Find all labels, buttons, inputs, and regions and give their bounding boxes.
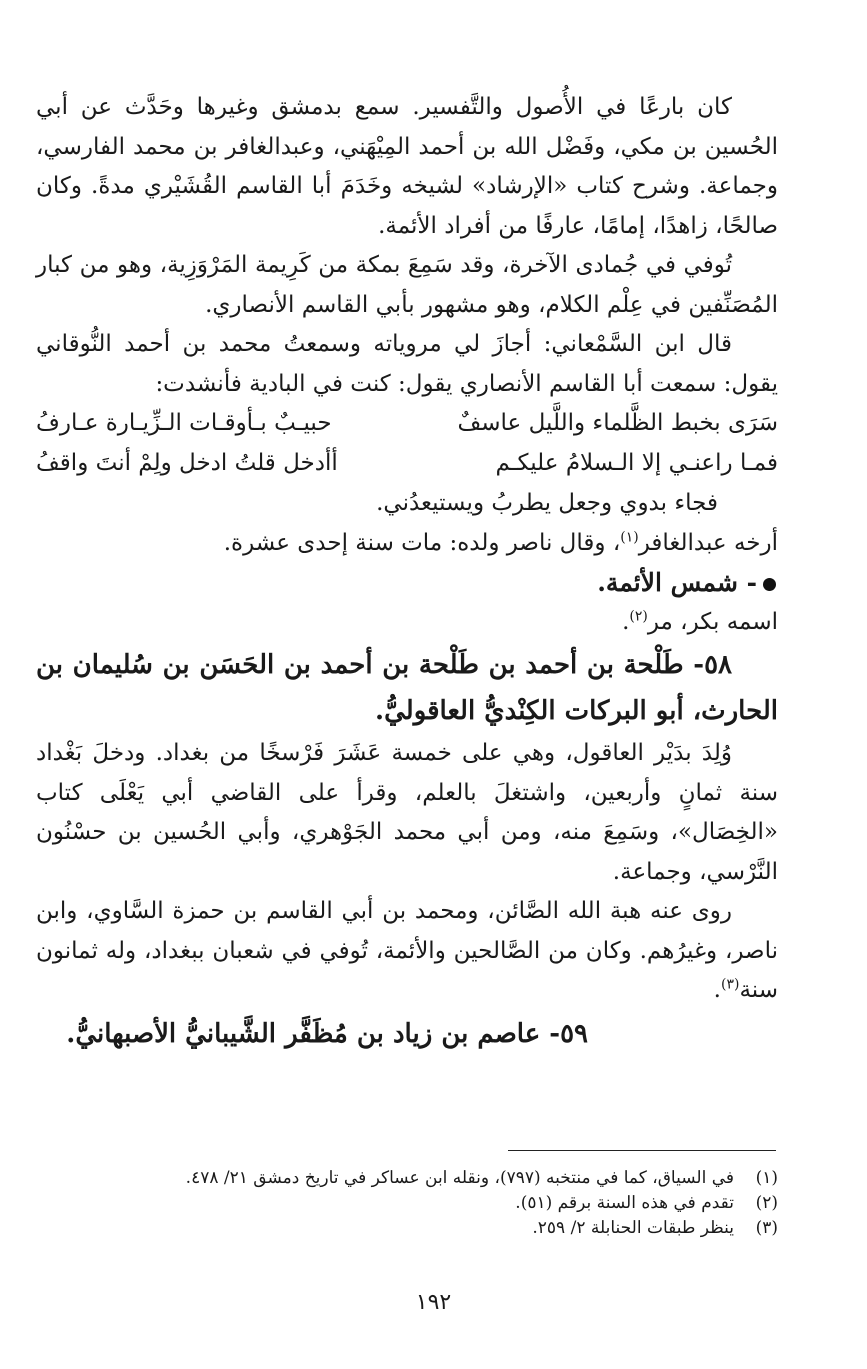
page-number: ١٩٢	[415, 1290, 452, 1315]
footnote-1-text: في السياق، كما في منتخبه (٧٩٧)، ونقله ابن عساكر في تاريخ دمشق ٢١/ ٤٧٨.	[185, 1168, 734, 1188]
poem-verse-2	[36, 444, 778, 484]
death-note	[36, 524, 778, 564]
paragraph-3: قال ابن السَّمْعاني: أجازَ لي مروياته وسمعتُ محمد بن أحمد النُّوقاني يقول: سمعت أبا القاسم الأنصاري يقول: كنت في البادية فأنشدت:	[36, 331, 778, 397]
section-body-end: .	[622, 608, 630, 635]
section-heading	[36, 563, 778, 603]
verse-2-second-hemistich: أأدخل قلتُ ادخل ولِمْ أنتَ واقفُ	[36, 450, 338, 476]
footnote-1-number: (١)	[755, 1168, 778, 1188]
entry-58-paragraph-2	[36, 892, 778, 1011]
footnote-3	[80, 1216, 778, 1241]
footnote-ref-2: (٢)	[629, 607, 648, 624]
verse-2-first-hemistich: فمـا راعنـي إلا الـسلامُ عليكـم	[495, 450, 778, 476]
footnote-ref-1: (١)	[620, 528, 639, 545]
verse-1-first-hemistich: سَرَى بخبط الظَّلماء واللَّيل عاسفٌ	[457, 410, 778, 436]
footnote-3-number: (٣)	[755, 1218, 778, 1238]
entry-58-paragraph-2-end: .	[713, 977, 721, 1003]
section-title: - شمس الأئمة.	[597, 568, 757, 597]
bullet-dot-icon	[763, 578, 776, 591]
footnote-2-number: (٢)	[755, 1193, 778, 1213]
entry-59-heading: ٥٩- عاصم بن زياد بن مُظَفَّر الشَّيبانيُّ الأصبهانيُّ.	[66, 1018, 588, 1049]
section-body-text: اسمه بكر، مر	[647, 608, 778, 635]
verse-1-second-hemistich: حبيـبٌ بـأوقـات الـزِّيـارة عـارفُ	[36, 410, 332, 436]
entry-58-paragraph-1: وُلِدَ بدَيْر العاقول، وهي على خمسة عَشَرَ فَرْسخًا من بغداد. ودخلَ بَغْداد سنة ثمانٍ وأربعين، واشتغلَ بالعلم، وقرأ على القاضي أبي يَعْلَى كتاب «الخِصَال»، وسَمِعَ منه، ومن أبي محمد الجَوْهري، وأبي الحُسين بن حسْنُون النَّرْسي، وجماعة.	[36, 740, 778, 885]
poem	[36, 404, 778, 524]
footnote-ref-3: (٣)	[720, 976, 740, 993]
footnote-2-text: تقدم في هذه السنة برقم (٥١).	[515, 1193, 734, 1213]
section-body	[36, 603, 778, 643]
poem-verse-1	[36, 404, 778, 444]
paragraph-2: تُوفي في جُمادى الآخرة، وقد سَمِعَ بمكة من كَرِيمة المَرْوَزِية، وهو من كبار المُصَنِّفين في عِلْم الكلام، وهو مشهور بأبي القاسم الأنصاري.	[36, 252, 778, 318]
footnote-divider	[508, 1150, 776, 1151]
death-note-text-end: ، وقال ناصر ولده: مات سنة إحدى عشرة.	[223, 529, 621, 556]
footnote-1	[80, 1166, 778, 1191]
poem-closing-line: فجاء بدوي وجعل يطربُ ويستيعدُني.	[376, 490, 718, 516]
death-note-text-start: أرخه عبدالغافر	[638, 529, 778, 556]
entry-58-heading: ٥٨- طَلْحة بن أحمد بن طَلْحة بن أحمد بن الحَسَن بن سُليمان بن الحارث، أبو البركات الكِنْديُّ العاقوليُّ.	[36, 650, 778, 726]
main-text	[36, 88, 778, 1057]
entry-58-paragraph-2-text: روى عنه هبة الله الصَّائن، ومحمد بن أبي القاسم بن حمزة السَّاوي، وابن ناصر، وغيرُهم. وكان من الصَّالحين والأئمة، تُوفي في شعبان ببغداد، وله ثمانون سنة	[36, 898, 778, 1003]
footnote-3-text: ينظر طبقات الحنابلة ٢/ ٢٥٩.	[532, 1218, 734, 1238]
footnote-2	[80, 1191, 778, 1216]
paragraph-1: كان بارعًا في الأُصول والتَّفسير. سمع بدمشق وغيرها وحَدَّث عن أبي الحُسين بن مكي، وفَضْل الله بن أحمد المِيْهَني، وعبدالغافر بن محمد الفارسي، وجماعة. وشرح كتاب «الإرشاد» لشيخه وخَدَمَ أبا القاسم القُشَيْري مدةً. وكان صالحًا، زاهدًا، إمامًا، عارفًا من أفراد الأئمة.	[36, 94, 778, 239]
footnotes	[80, 1166, 778, 1241]
